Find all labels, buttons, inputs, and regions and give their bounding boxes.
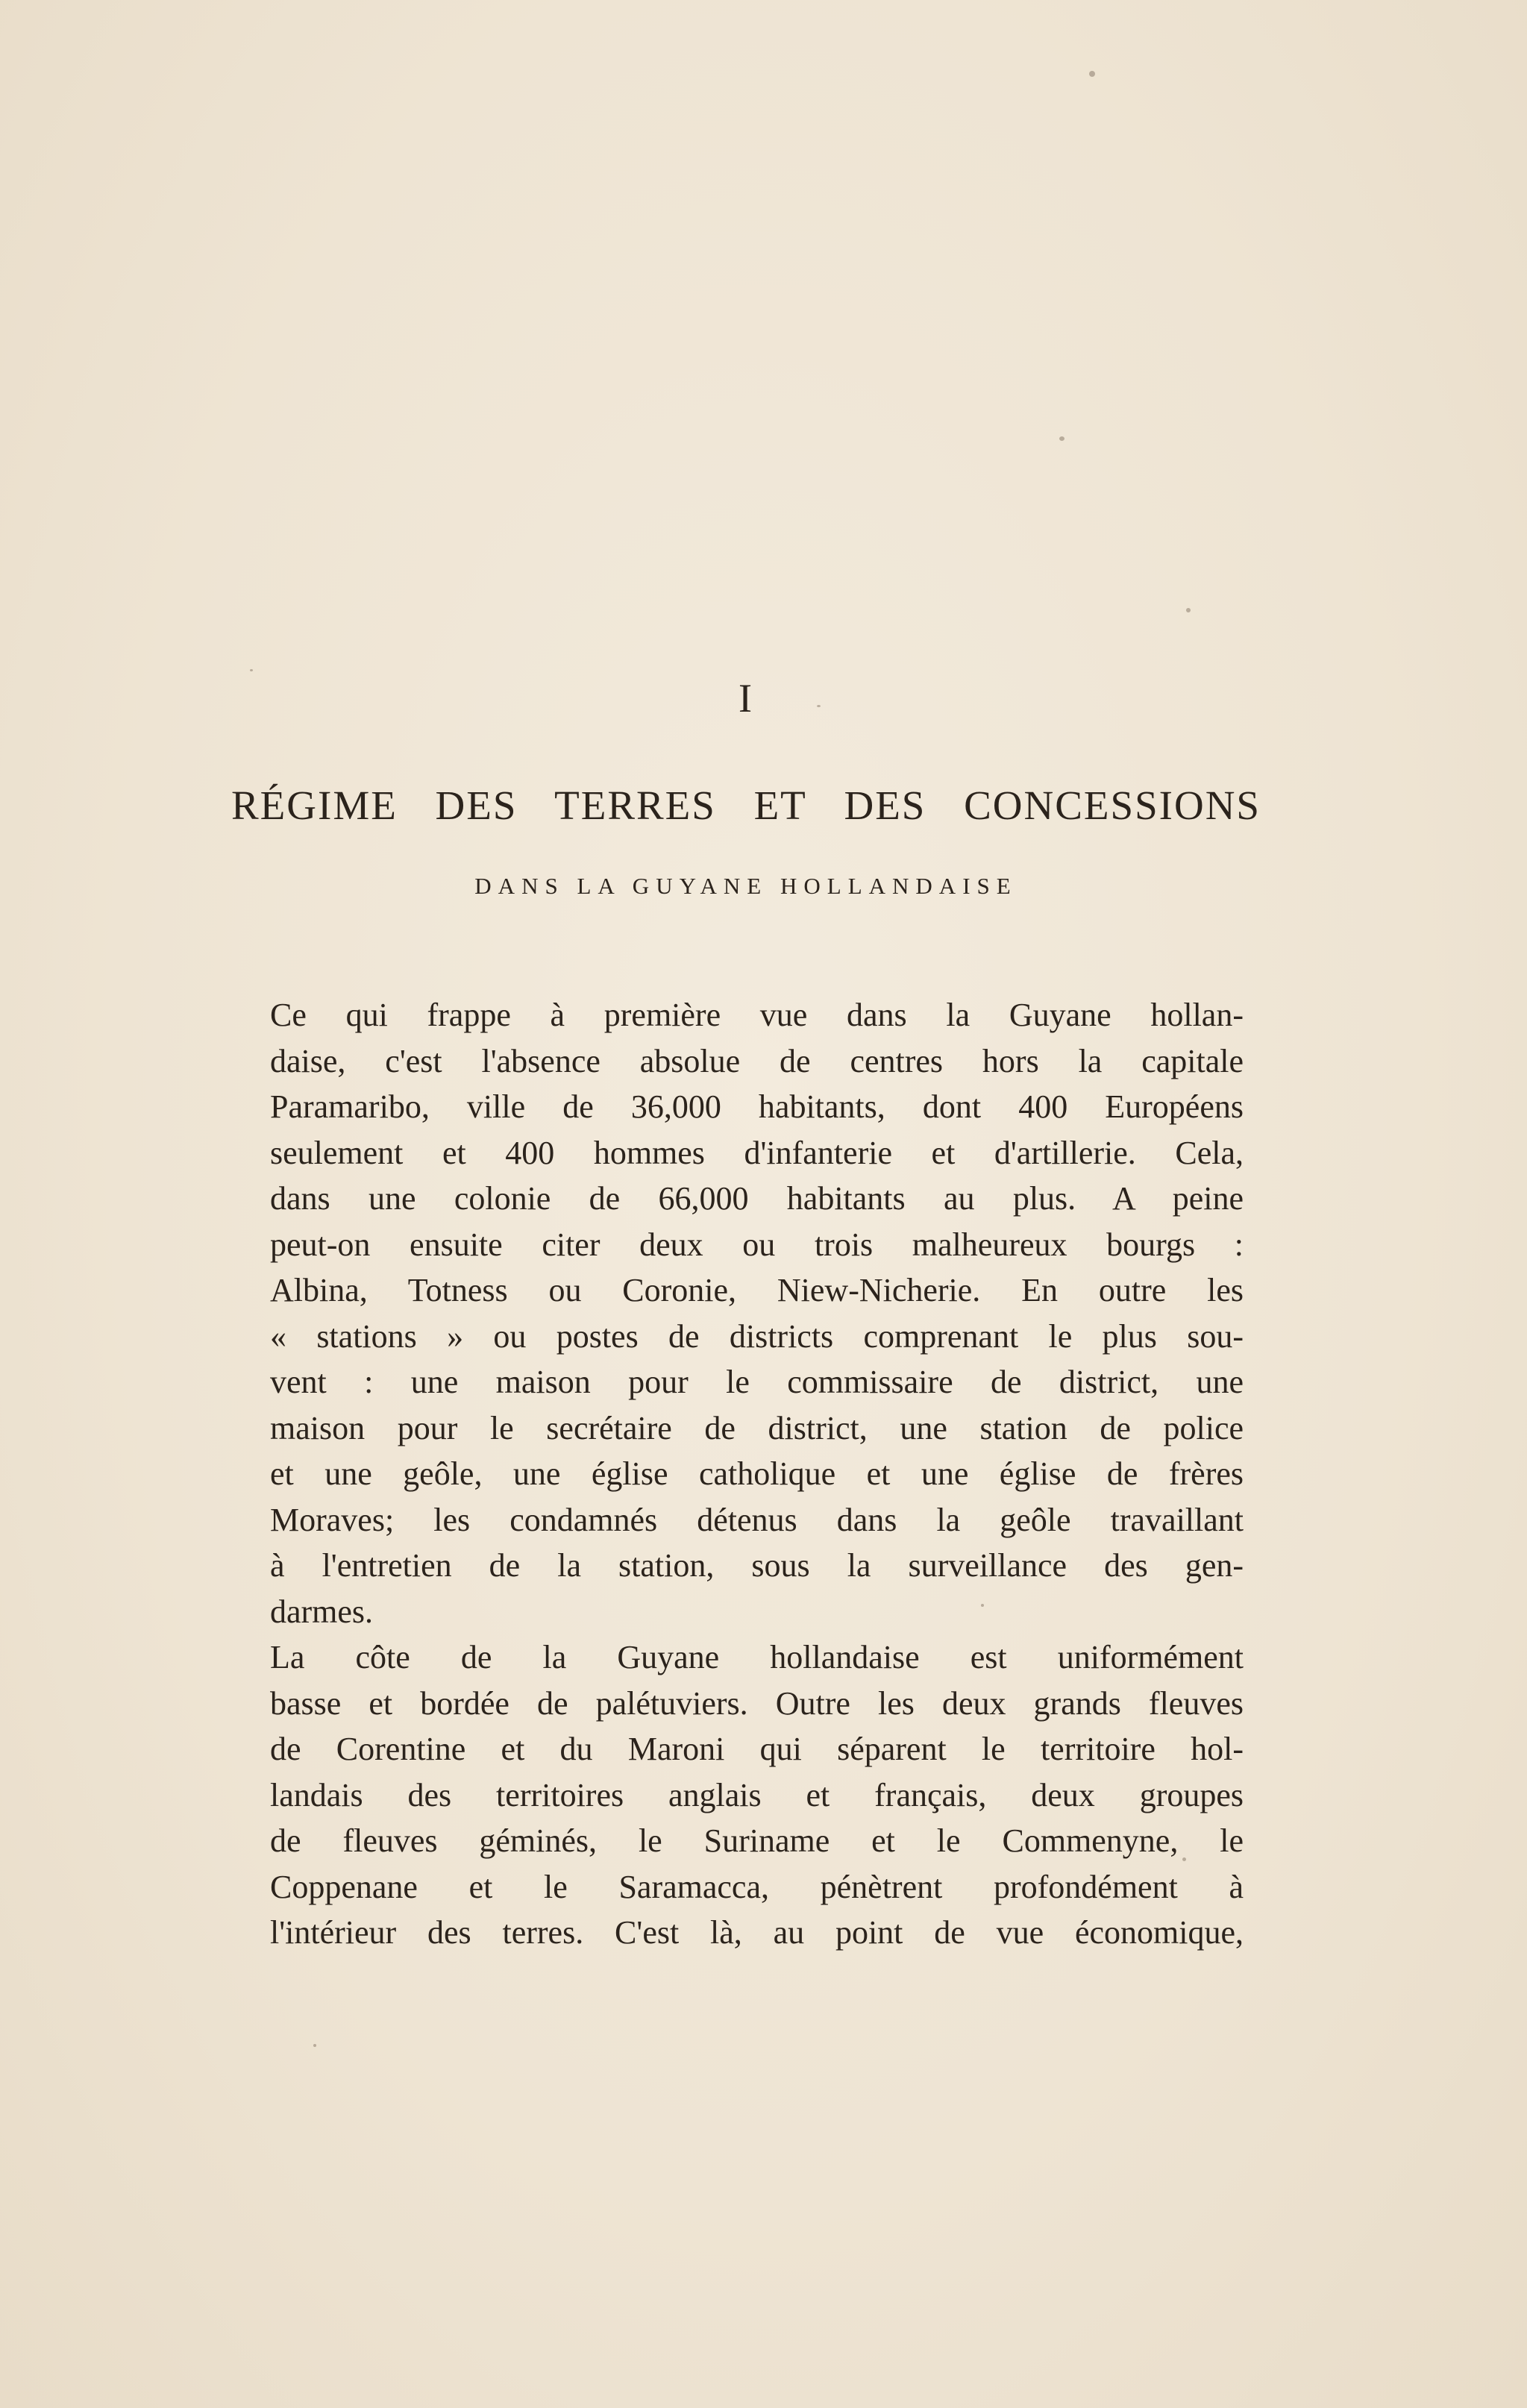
text-line: landais des territoires anglais et français, deux groupes [270, 1776, 1244, 1813]
paragraph [233, 992, 1244, 1634]
text-line: seulement et 400 hommes d'infanterie et d'artillerie. Cela, [270, 1134, 1244, 1171]
text-line: peut-on ensuite citer deux ou trois malheureux bourgs : [270, 1226, 1244, 1263]
text-line: daise, c'est l'absence absolue de centres hors la capitale [270, 1042, 1244, 1079]
text-line: vent : une maison pour le commissaire de district, une [270, 1364, 1244, 1400]
text-line: l'intérieur des terres. C'est là, au point de vue économique, [270, 1914, 1244, 1951]
text-line: darmes. [270, 1593, 374, 1630]
text-line: La côte de la Guyane hollandaise est uniformément [270, 1639, 1244, 1675]
text-line: Coppenane et le Saramacca, pénètrent profondément à [270, 1868, 1244, 1905]
chapter-subtitle: DANS LA GUYANE HOLLANDAISE [474, 873, 1018, 899]
chapter-number: I [739, 676, 753, 721]
text-line: dans une colonie de 66,000 habitants au plus. A peine [270, 1180, 1244, 1217]
paper-speck [250, 669, 253, 671]
text-line: Albina, Totness ou Coronie, Niew-Nicherie. En outre les [270, 1272, 1244, 1308]
text-line: Moraves; les condamnés détenus dans la geôle travaillant [270, 1501, 1244, 1538]
paragraph [233, 1634, 1244, 1956]
paper-speck [1186, 608, 1191, 612]
body-text [233, 992, 1244, 1956]
text-line: et une geôle, une église catholique et une église de frères [270, 1455, 1244, 1492]
text-line: Ce qui frappe à première vue dans la Guyane hollan- [270, 997, 1244, 1033]
paper-speck [1059, 436, 1064, 441]
paper-speck [313, 2044, 316, 2047]
paper-speck [1089, 71, 1095, 77]
text-line: à l'entretien de la station, sous la surveillance des gen- [270, 1547, 1244, 1584]
text-line: Paramaribo, ville de 36,000 habitants, dont 400 Européens [270, 1088, 1244, 1125]
chapter-title: RÉGIME DES TERRES ET DES CONCESSIONS [231, 783, 1261, 828]
text-line: de fleuves géminés, le Suriname et le Commenyne, le [270, 1822, 1244, 1859]
text-line: maison pour le secrétaire de district, une station de police [270, 1409, 1244, 1446]
text-line: basse et bordée de palétuviers. Outre les deux grands fleuves [270, 1684, 1244, 1722]
text-line: « stations » ou postes de districts comprenant le plus sou- [270, 1317, 1244, 1355]
text-line: de Corentine et du Maroni qui séparent le territoire hol- [270, 1731, 1244, 1767]
